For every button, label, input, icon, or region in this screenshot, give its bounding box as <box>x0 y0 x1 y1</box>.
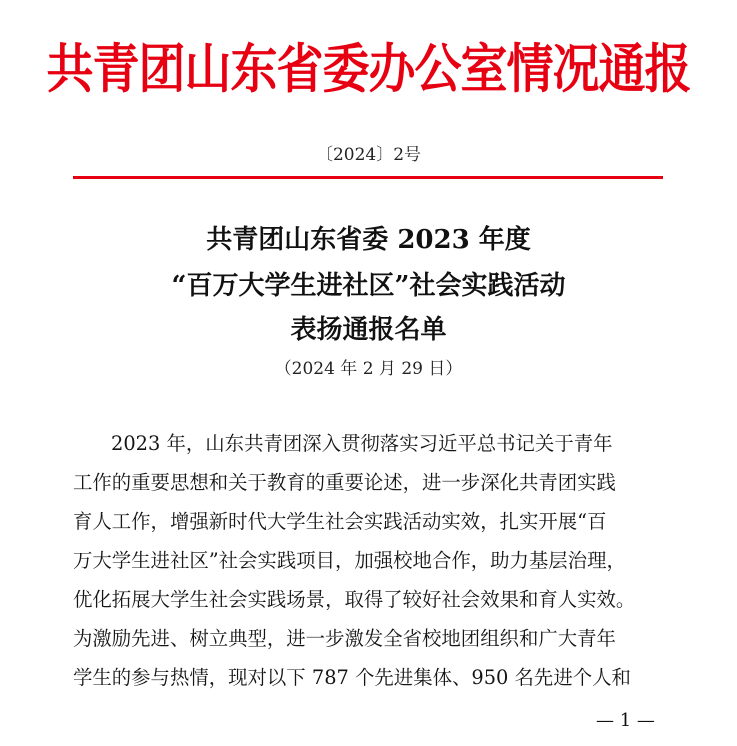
page-number: — 1 — <box>596 710 655 731</box>
body-text-line: 学生的参与热情，现对以下 787 个先进集体、950 名先进个人和 <box>73 666 631 689</box>
body-text-line: 万大学生进社区”社会实践项目，加强校地合作，助力基层治理， <box>73 549 626 572</box>
red-divider-line <box>73 176 663 179</box>
body-text-line: 为激励先进、树立典型，进一步激发全省校地团组织和广大青年 <box>73 627 616 650</box>
masthead-title: 共青团山东省委办公室情况通报 <box>46 38 691 101</box>
body-text-line: 2023 年，山东共青团深入贯彻落实习近平总书记关于青年 <box>111 432 613 455</box>
body-text-line: 育人工作，增强新时代大学生社会实践活动实效，扎实开展“百 <box>73 510 607 533</box>
notice-date: （2024 年 2 月 29 日） <box>274 359 463 379</box>
document-number: 〔2024〕2号 <box>315 145 422 165</box>
body-text-line: 工作的重要思想和关于教育的重要论述，进一步深化共青团实践 <box>73 471 616 494</box>
notice-title-line-1: 共青团山东省委 2023 年度 <box>206 225 531 255</box>
notice-title-line-3: 表扬通报名单 <box>290 315 447 345</box>
notice-title-line-2: “百万大学生进社区”社会实践活动 <box>171 271 566 301</box>
body-text-line: 优化拓展大学生社会实践场景，取得了较好社会效果和育人实效。 <box>73 588 636 611</box>
